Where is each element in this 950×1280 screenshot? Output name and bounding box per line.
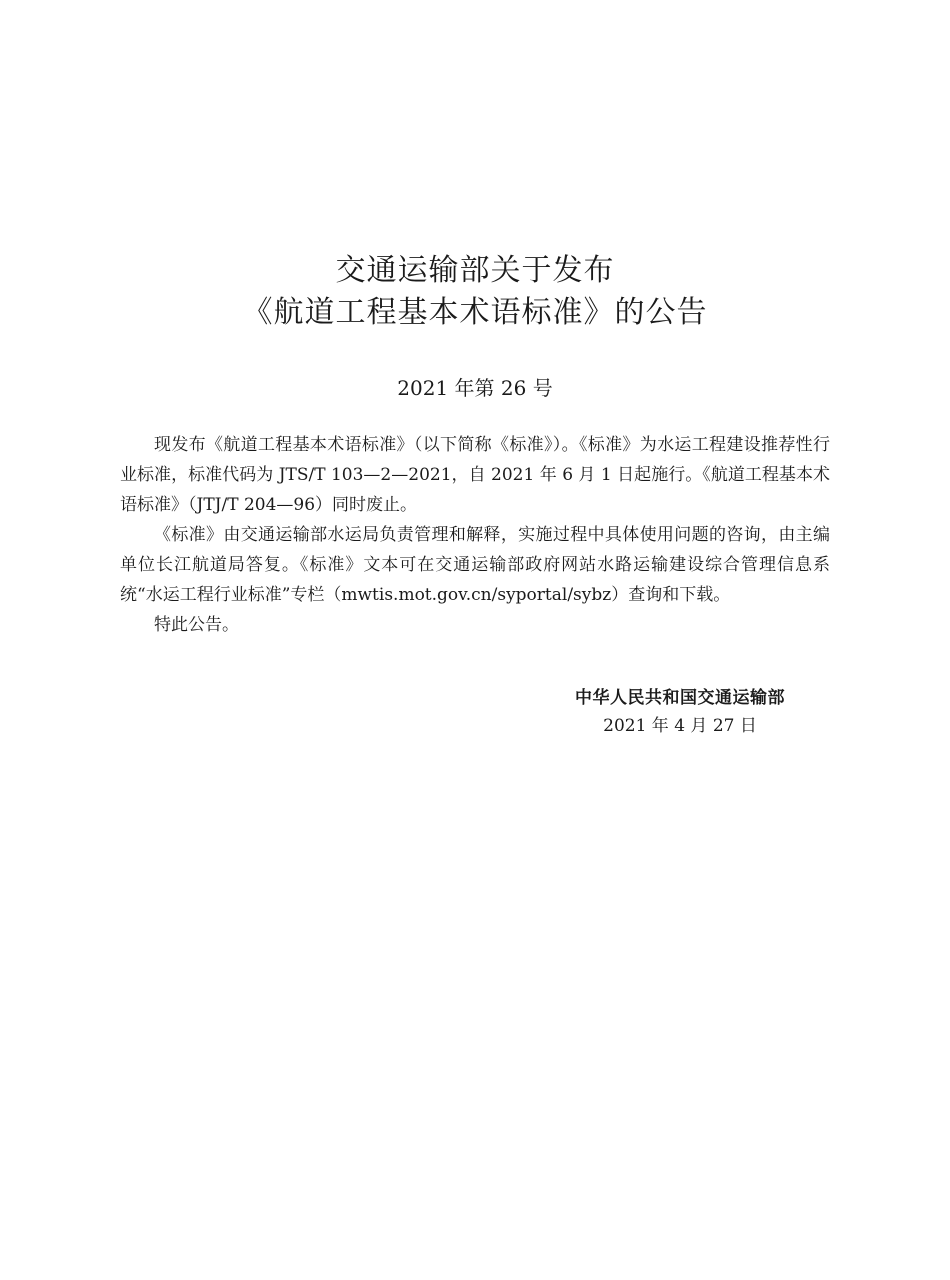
issue-number: 2021 年第 26 号 [397,376,553,400]
body-paragraph-3: 特此公告。 [154,615,239,635]
issuing-authority: 中华人民共和国交通运输部 [575,688,785,708]
body-paragraph-2: 《标准》由交通运输部水运局负责管理和解释，实施过程中具体使用问题的咨询，由主编单位长江航道局答复。《标准》文本可在交通运输部政府网站水路运输建设综合管理信息系统“水运工程行业标准”专栏（mwtis.mot.gov.cn/syportal/sybz）查询和下载。 [120,525,830,605]
notice-title-line-1: 交通运输部关于发布 [335,253,615,288]
notice-title-line-2: 《航道工程基本术语标准》的公告 [242,295,708,330]
issue-date: 2021 年 4 月 27 日 [603,716,757,736]
body-paragraph-1: 现发布《航道工程基本术语标准》（以下简称《标准》）。《标准》为水运工程建设推荐性行业标准，标准代码为 JTS/T 103—2—2021，自 2021 年 6 月 1 日起施行。《航道工程基本术语标准》（JTJ/T 204—96）同时废止。 [120,435,830,515]
signature-block [540,684,820,740]
notice-body [120,430,830,640]
